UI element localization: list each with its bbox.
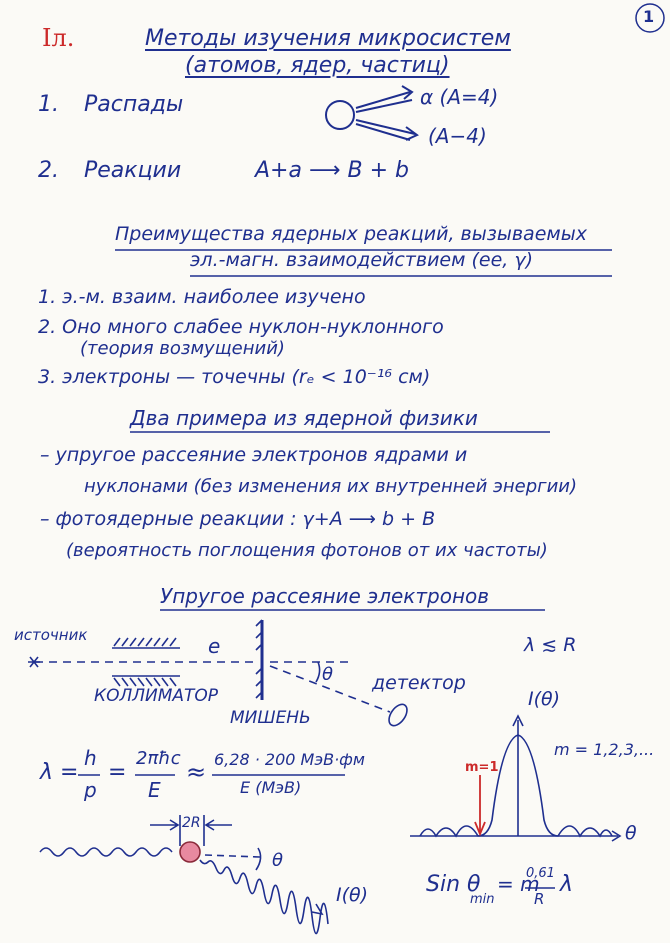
target-label: МИШЕНЬ xyxy=(230,708,311,728)
decay-diagram xyxy=(326,86,417,140)
source-label: источник xyxy=(14,626,88,644)
diffraction-plot xyxy=(410,716,620,841)
example-line-4: (вероятность поглощения фотонов от их частоты) xyxy=(66,540,548,561)
sin-formula-den: R xyxy=(534,890,545,908)
decay-alpha-label: α (A=4) xyxy=(420,85,499,109)
two-R-label: 2R xyxy=(182,815,201,831)
decay-rest-label: (A−4) xyxy=(428,124,487,148)
formula-eq: = xyxy=(108,760,127,785)
collimator-bottom xyxy=(112,676,180,686)
nucleus-circle xyxy=(326,101,354,129)
electron-label: e xyxy=(208,634,221,658)
method-2-label: Реакции xyxy=(84,158,182,183)
bottom-angle-arc xyxy=(256,848,261,870)
example-line-3: – фотоядерные реакции : γ+A ⟶ b + B xyxy=(40,508,436,530)
2R-right-arrow xyxy=(206,820,232,830)
bottom-intensity-label: I(θ) xyxy=(336,884,369,906)
formula-approx: ≈ xyxy=(186,758,207,786)
scattered-wave-arrow xyxy=(312,904,322,914)
page-number: 1 xyxy=(643,7,655,26)
formula-lambda: λ = xyxy=(40,760,79,785)
sin-formula-num: 0,61 xyxy=(526,866,555,881)
detector-shape xyxy=(385,701,410,729)
method-1-number: 1. xyxy=(38,92,59,117)
page-title-line2: (атомов, ядер, частиц) xyxy=(185,53,450,78)
formula-h: h xyxy=(84,746,97,770)
m-values-label: m = 1,2,3,... xyxy=(554,740,655,759)
sin-formula-min: min xyxy=(470,892,495,907)
advantage-item-3: 3. электроны — точечны (rₑ < 10⁻¹⁶ см) xyxy=(38,366,431,388)
detector-label: детектор xyxy=(372,672,466,694)
method-1-label: Распады xyxy=(84,92,184,117)
alpha-arrow xyxy=(356,86,412,108)
forward-dashed xyxy=(205,855,260,857)
formula-E: E xyxy=(148,778,161,802)
advantages-heading-line2: эл.-магн. взаимодействием (ee, γ) xyxy=(190,249,534,271)
theta-label: θ xyxy=(322,664,334,685)
wave-diagram xyxy=(40,815,328,934)
sin-formula-lambda: λ xyxy=(560,872,574,897)
angle-arc xyxy=(316,662,320,682)
advantage-item-2: 2. Оно много слабее нуклон-нуклонного xyxy=(38,316,444,338)
sin-formula-eq-m: = m xyxy=(497,872,540,896)
example-line-1: – упругое рассеяние электронов ядрами и xyxy=(40,444,468,466)
section-label: Iл. xyxy=(42,24,75,52)
bottom-theta-label: θ xyxy=(272,850,284,871)
2R-left-arrow xyxy=(150,820,178,830)
advantages-heading-line1: Преимущества ядерных реакций, вызываемых xyxy=(115,223,587,245)
formula-denominator: E (МэВ) xyxy=(240,778,302,797)
page-title-line1: Методы изучения микросистем xyxy=(145,26,511,51)
examples-heading: Два примера из ядерной физики xyxy=(130,406,478,430)
theta-axis-label: θ xyxy=(625,822,637,844)
rest-arrow xyxy=(356,120,417,140)
example-line-2: нуклонами (без изменения их внутренней энергии) xyxy=(84,476,578,497)
sin-formula-sin: Sin θ xyxy=(426,872,481,897)
source-star xyxy=(28,657,40,667)
scattering-heading: Упругое рассеяние электронов xyxy=(160,584,490,608)
reaction-formula: A+a ⟶ B + b xyxy=(255,158,409,183)
method-2-number: 2. xyxy=(38,158,59,183)
formula-2pi-hbar-c: 2πħc xyxy=(136,748,181,769)
advantage-item-2-note: (теория возмущений) xyxy=(80,338,285,359)
scattered-wave xyxy=(200,860,328,934)
intensity-axis-label: I(θ) xyxy=(528,688,561,710)
advantage-item-1: 1. э.-м. взаим. наиболее изучено xyxy=(38,286,366,308)
target-nucleus xyxy=(180,842,200,862)
incoming-wave xyxy=(40,848,172,856)
collimator-label: КОЛЛИМАТОР xyxy=(94,686,219,706)
collimator-top xyxy=(112,638,180,648)
lambda-condition: λ ≲ R xyxy=(524,634,577,656)
formula-p: p xyxy=(84,778,97,802)
formula-numerator: 6,28 · 200 МэВ·фм xyxy=(214,750,365,769)
m1-label: m=1 xyxy=(465,760,499,775)
